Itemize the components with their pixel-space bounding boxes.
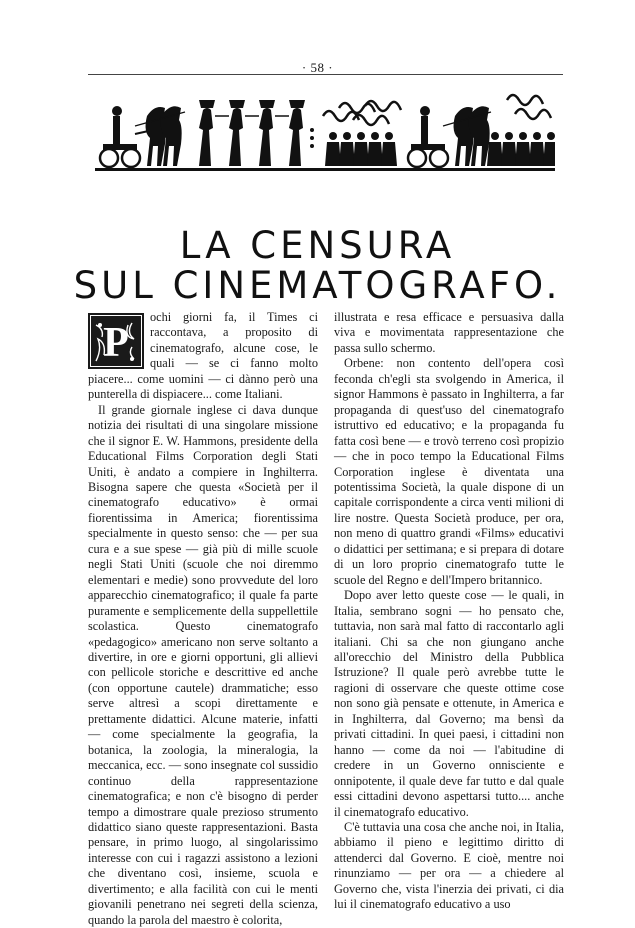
paragraph: Orbene: non contento dell'opera così feconda ch'egli sta svolgendo in America, il signor Hammons è passato in Inghilterra, a far propaganda di quest'uso del cinematografo istruttivo ed educativo; e la propaganda fu fatta così bene — e trovò terreno così propizio — che in poco tempo la Educational Films Corporation inglese è diventata una potentissima Società, la quale dispone di un capitale corrispondente a circa venti milioni di lire nostre. Questa Società produce, per ora, non meno di quattro grandi «Films» educativi o didattici per settimana; e si prepara di dotare di un loro proprio cinematografo tutte le scuole del Regno e dell'Impero britannico. [334, 356, 564, 587]
paragraph: illustrata e resa efficace e persuasiva dalla viva e movimentata rappresentazione che passa sullo schermo. [334, 310, 564, 355]
greek-vase-frieze-icon [95, 86, 555, 180]
title-line-2: SUL CINEMATOGRAFO. [73, 264, 562, 307]
chariot-left-icon [100, 106, 185, 167]
title-line-1: LA CENSURA [179, 224, 456, 267]
page-number: · 58 · [301, 60, 334, 75]
dropcap-letter: P [103, 320, 129, 366]
right-column [334, 310, 564, 913]
header-rule [88, 74, 563, 75]
left-column [88, 310, 318, 928]
dropcap-ornament [88, 313, 144, 369]
paragraph: Dopo aver letto queste cose — le quali, in Italia, sembrano sogni — ho pensato che, tuttavia, non sarà mal fatto di raccontarlo agli italiani. Chi sa che non giungano anche all'orecchio del Ministro della Pubblica Istruzione? Il quale però avrebbe tutte le ragioni di osservare che queste ottime cose non sono già pensate e ottenute, in America e in Inghilterra, dal Governo; ma bensì da privati cittadini. In quei paesi, i cittadini non hanno — come da noi — l'abitudine di credere in un Governo onnisciente e onnipotente, il quale deve far tutto e dal quale essi cittadini devono aspettarsi tutto.... anche il cinematografo educativo. [334, 588, 564, 819]
dancers-icon [199, 100, 314, 166]
article-title [0, 226, 635, 306]
smoke-waves-icon [323, 95, 551, 125]
paragraph: ochi giorni fa, il Times ci raccontava, a proposito di cinematografo, alcune cose, le quali — se ci fanno molto piacere... come uomini — ci dànno però una punterella di dispiacere... come Italiani. [88, 310, 318, 402]
paragraph: Il grande giornale inglese ci dava dunque notizia dei risultati di una singolare missione che il signor E. W. Hammons, presidente della Educational Films Corporation degli Stati Uniti, è andato a compiere in Inghilterra. Bisogna sapere che questa «Società per il cinematografo educativo» è ormai fiorentissima in America; fiorentissima specialmente in questo senso: che — per sua cura e a sue spese — già più di mille scuole negli Stati Uniti (scuole che noi diremmo elementari e medie) sono provvedute del loro apparecchio cinematografico; il quale fa parte puramente e semplicemente della suppellettile scolastica. Questo cinematografo «pedagogico» americano non serve soltanto a divertire, in ore e giorni opportuni, gli allievi con pellicole storiche e descrittive ed anche (con opportune cautele) drammatiche; esso serve altresì a scopi direttamente e prettamente didattici. Alcune materie, infatti — come specialmente la geografia, la botanica, la zoologia, la mineralogia, la meccanica, ecc. — sono insegnate col sussidio continuo della rappresentazione cinematografica; e non c'è bisogno di perder tempo a dimostrare quale prezioso strumento didattico siano queste rappresentazioni. Basta pensare, in primo luogo, al singolarissimo interesse con cui i ragazzi assistono a lezioni che diventano così, insieme, scuola e divertimento; e alla facilità con cui le menti giovanili penetrano nei segreti della scienza, quando la parola del maestro è colorita, [88, 402, 318, 927]
chariot-right-icon [408, 106, 491, 167]
paragraph: C'è tuttavia una cosa che anche noi, in Italia, abbiamo il pieno e legittimo diritto di attenderci dal Governo. E cioè, mentre noi rinunziamo — per ora — a chiedere al Governo che, vista l'inerzia dei privati, ci dia lui il cinematografo educativo a uso [334, 819, 564, 912]
